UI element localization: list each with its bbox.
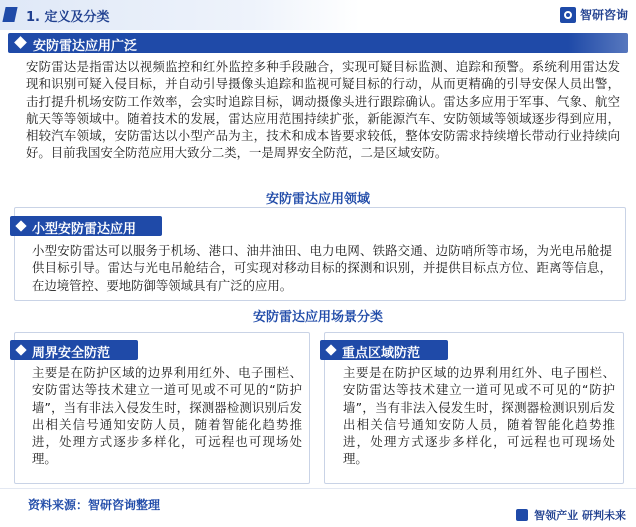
intro-paragraph: 安防雷达是指雷达以视频监控和红外监控多种手段融合，实现可疑目标监测、追踪和预警。系统利用雷达发现和识别可疑入侵目标，并自动引导摄像头追踪和监视可疑目标的行动，从而更精确的引导安保人员出警，击打提升机场安防工作效率，会实时追踪目标，调动摄像头进行跟踪确认。雷达多应用于军事、气象、航空航天等等领域中。随着技术的发展，雷达应用范围持续扩张，新能源汽车、安防领域等领域逐步得到应用，相较汽车领域，安防雷达以小型产品为主，技术和成本皆要求较低，整体安防需求持续增长带动行业持续向好。目前我国安全防范应用大致分二类，一是周界安全防范，二是区域安防。: [26, 59, 620, 161]
logo-icon: [560, 7, 576, 23]
perimeter-tag: [10, 340, 138, 360]
diamond-icon: [14, 36, 27, 49]
perimeter-text: 主要是在防护区域的边界利用红外、电子围栏、安防雷达等技术建立一道可见或不可见的“防护墙”，当有非法入侵发生时，探测器检测识别后发出相关信号通知安防人员，随着智能化趋势推进，处理方式逐步多样化，可远程也可现场处理。: [32, 365, 302, 467]
small-radar-tag: [10, 216, 162, 236]
diamond-icon: [15, 344, 26, 355]
top-bar: [0, 0, 636, 30]
small-radar-text: 小型安防雷达可以服务于机场、港口、油井油田、电力电网、铁路交通、边防哨所等市场，为光电吊舱提供目标引导。雷达与光电吊舱结合，可实现对移动目标的探测和识别，并提供目标点方位、距离等信息，在边境管控、要地防御等领域具有广泛的应用。: [32, 243, 612, 293]
diamond-icon: [325, 344, 336, 355]
key-area-title: 重点区域防范: [342, 346, 421, 361]
perimeter-title: 周界安全防范: [32, 346, 111, 361]
footer-slogan: [516, 507, 626, 523]
key-area-tag: [320, 340, 448, 360]
scenario-heading: 安防雷达应用场景分类: [252, 310, 383, 325]
diamond-icon: [15, 220, 26, 231]
application-domain-heading: 安防雷达应用领域: [265, 192, 370, 207]
main-section-header: [8, 33, 628, 53]
slogan-text: 智领产业 研判未来: [534, 509, 626, 522]
logo-icon: [516, 509, 528, 521]
divider: [0, 488, 636, 489]
key-area-text: 主要是在防护区域的边界利用红外、电子围栏、安防雷达等技术建立一道可见或不可见的“防护墙”，当有非法入侵发生时，探测器检测识别后发出相关信号通知安防人员，随着智能化趋势推进，处理方式逐步多样化，可远程也可现场处理。: [343, 365, 615, 467]
data-source: 资料来源：智研咨询整理: [28, 498, 161, 512]
small-radar-title: 小型安防雷达应用: [32, 222, 137, 237]
brand-logo: [560, 6, 628, 23]
page-title: 1. 定义及分类: [26, 10, 110, 25]
brand-name: 智研咨询: [579, 8, 628, 22]
main-section-title: 安防雷达应用广泛: [33, 39, 138, 54]
